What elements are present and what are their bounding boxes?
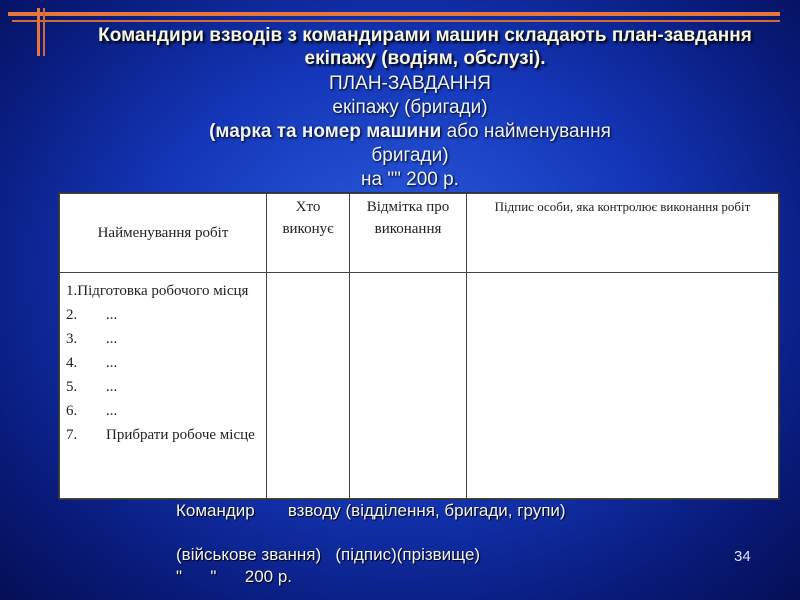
decorative-line-top-thin [12,20,780,22]
decorative-line-left [37,8,40,56]
table-header-row [60,194,779,273]
table-row [60,273,779,499]
plan-brand-rest: або найменування [441,121,611,142]
list-item-text: Прибрати робоче місце [106,427,255,443]
list-item-text: ... [106,403,118,419]
list-item [66,327,260,351]
list-item [66,399,260,423]
list-item [66,423,260,447]
list-item-text: ... [106,355,118,371]
list-item-number: 1. [66,283,78,299]
slide-header: Командири взводів з командирами машин складають план-завдання екіпажу (водіям, обслузі). [98,25,752,69]
header-controller-signature: Підпис особи, яка контролює виконання робіт [467,194,779,273]
footer-commander-line: Командир взводу (відділення, бригади, групи) [176,501,566,520]
decorative-line-top [8,12,780,16]
plan-brand-bold: (марка та номер машини [209,121,442,142]
list-item-number: 4. [66,355,78,371]
list-item-number: 3. [66,331,78,347]
executor-cell [267,273,350,499]
plan-brigade: бригади) [371,145,449,166]
plan-title: ПЛАН-ЗАВДАННЯ [329,73,491,94]
decorative-line-left-thin [43,8,45,56]
footer-blank-line [176,522,696,544]
list-item-number: 5. [66,379,78,395]
list-item [66,375,260,399]
footer-date-line: " " 200 р. [176,567,293,586]
footer-rank-signature-line: (військове звання) (підпис)(прізвище) [176,545,481,564]
list-item-text: Підготовка робочого місця [77,283,249,299]
list-item-text: ... [106,307,118,323]
plan-title-block [120,72,700,192]
header-executor: Хто виконує [267,194,350,273]
list-item-number: 2. [66,307,78,323]
plan-date: на "" 200 р. [361,169,459,190]
list-item-text: ... [106,331,118,347]
list-item-text: ... [106,379,118,395]
work-list-cell [60,273,267,499]
list-item [66,279,260,303]
list-item-number: 7. [66,427,78,443]
list-item [66,303,260,327]
page-number: 34 [734,548,751,565]
header-completion-mark: Відмітка про виконання [350,194,467,273]
plan-brand-line [120,120,700,144]
controller-signature-cell [467,273,779,499]
completion-mark-cell [350,273,467,499]
signature-footer [176,500,696,588]
list-item-number: 6. [66,403,78,419]
work-list [66,275,260,447]
list-item [66,351,260,375]
header-work-name: Найменування робіт [60,194,267,273]
task-table [59,193,779,499]
plan-subtitle: екіпажу (бригади) [332,97,488,118]
task-table-document [58,192,780,500]
